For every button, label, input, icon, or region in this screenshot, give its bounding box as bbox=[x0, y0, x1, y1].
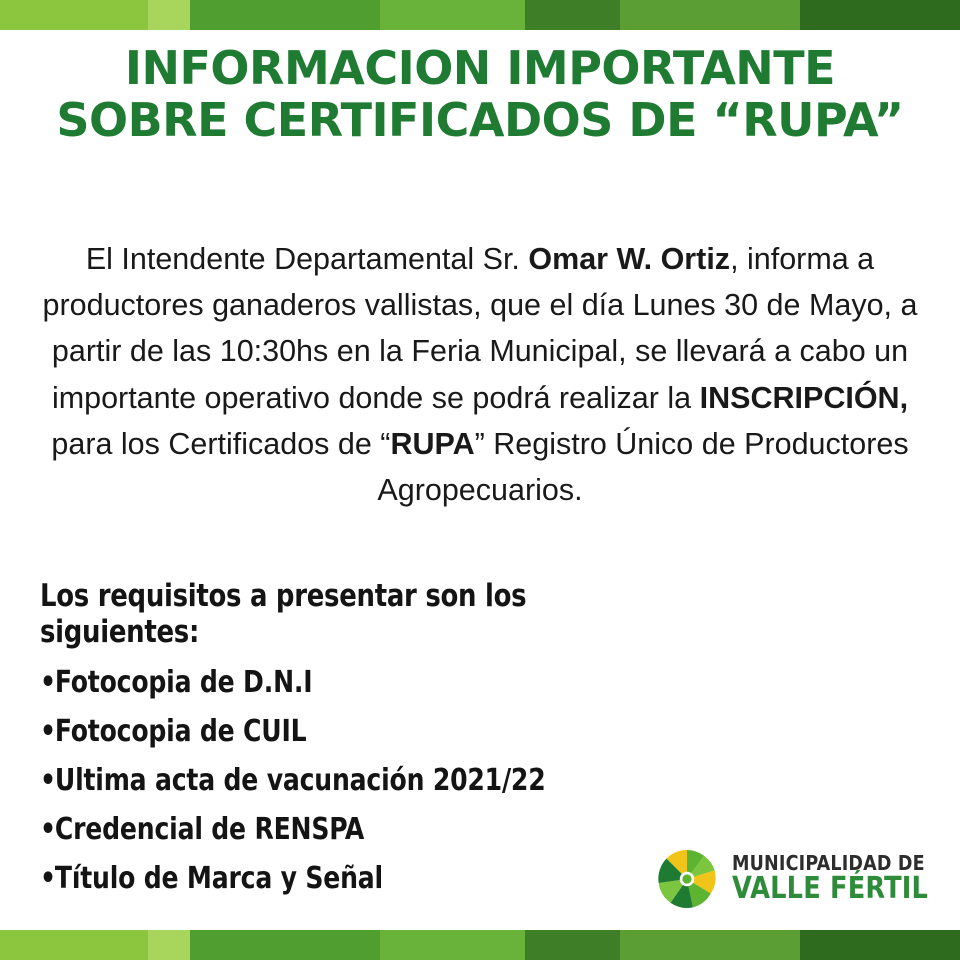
body-text-part-1: El Intendente Departamental Sr. bbox=[85, 241, 529, 276]
headline-line-2: SOBRE CERTIFICADOS DE “RUPA” bbox=[56, 93, 904, 148]
list-item: • Título de Marca y Señal bbox=[40, 855, 691, 904]
municipality-logo bbox=[654, 846, 938, 912]
body-text-bold-inscripcion: INSCRIPCIÓN, bbox=[699, 380, 909, 415]
list-item: • Fotocopia de D.N.I bbox=[40, 659, 691, 708]
band-segment bbox=[380, 0, 525, 30]
band-segment bbox=[525, 0, 620, 30]
requirements-block bbox=[40, 578, 740, 903]
body-text-part-2: , informa a productores ganaderos vallistas, que el día Lunes 30 de Mayo, a partir de las 10:30hs en la Feria Municipal, se llevará a cabo un importante operativo donde se podrá realizar la bbox=[42, 241, 918, 415]
band-segment bbox=[800, 930, 960, 960]
logo-line-1: MUNICIPALIDAD DE bbox=[731, 851, 925, 876]
band-segment bbox=[148, 930, 190, 960]
band-segment bbox=[190, 0, 380, 30]
band-segment bbox=[0, 0, 148, 30]
list-item: • Fotocopia de CUIL bbox=[40, 708, 691, 757]
body-text-bold-name: Omar W. Ortiz bbox=[528, 241, 731, 276]
bottom-color-band bbox=[0, 930, 960, 960]
logo-line-2: VALLE FÉRTIL bbox=[731, 871, 928, 907]
band-segment bbox=[800, 0, 960, 30]
band-segment bbox=[620, 930, 800, 960]
band-segment bbox=[620, 0, 800, 30]
top-color-band bbox=[0, 0, 960, 30]
body-text-bold-rupa: RUPA bbox=[390, 426, 475, 461]
page-title bbox=[0, 42, 960, 147]
logo-wordmark bbox=[732, 853, 938, 905]
list-item: • Credencial de RENSPA bbox=[40, 806, 691, 855]
band-segment bbox=[525, 930, 620, 960]
body-text-part-4: ” Registro Único de Productores Agropecuarios. bbox=[377, 426, 909, 508]
band-segment bbox=[0, 930, 148, 960]
band-segment bbox=[190, 930, 380, 960]
body-text-part-3: para los Certificados de “ bbox=[51, 426, 391, 461]
pinwheel-starburst-icon bbox=[654, 846, 720, 912]
band-segment bbox=[380, 930, 525, 960]
headline-line-1: INFORMACION IMPORTANTE bbox=[124, 41, 836, 95]
requirements-list bbox=[40, 659, 740, 903]
list-item: • Ultima acta de vacunación 2021/22 bbox=[40, 757, 691, 806]
body-paragraph bbox=[22, 236, 938, 514]
requirements-title: Los requisitos a presentar son los siguientes: bbox=[40, 578, 527, 650]
band-segment bbox=[148, 0, 190, 30]
